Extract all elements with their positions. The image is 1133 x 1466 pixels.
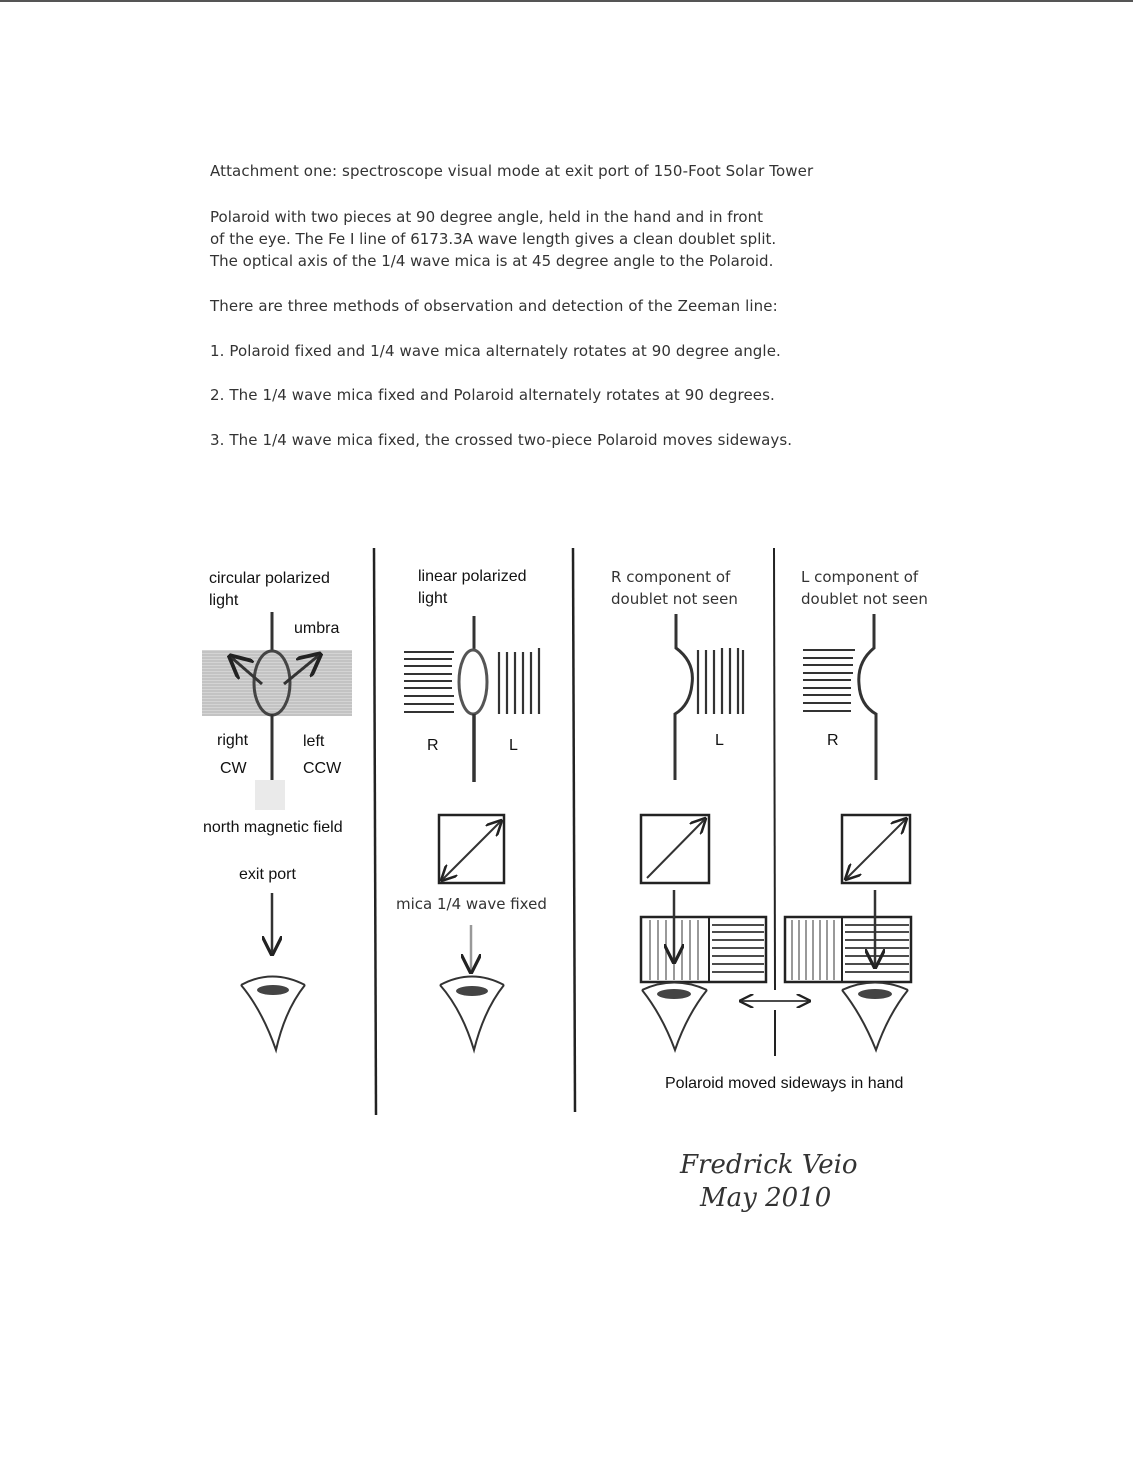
crossed-polaroid <box>785 890 911 982</box>
signature-date: May 2010 <box>700 1183 832 1213</box>
umbra-label: umbra <box>294 620 340 637</box>
signature-name: Fredrick Veio <box>680 1150 858 1180</box>
exit-port-label: exit port <box>239 866 296 883</box>
vertical-lines <box>499 648 539 714</box>
mica-quarter-wave-label: mica 1/4 wave fixed <box>396 895 547 913</box>
linear-sketch <box>404 616 539 782</box>
panel-divider <box>774 548 775 990</box>
mica-plate <box>641 815 709 883</box>
r-label: R <box>427 737 439 754</box>
intro-line: The optical axis of the 1/4 wave mica is at 45 degree angle to the Polaroid. <box>210 252 774 270</box>
r-not-seen-sketch <box>675 614 743 780</box>
method-item-2: 2. The 1/4 wave mica fixed and Polaroid alternately rotates at 90 degrees. <box>210 386 775 404</box>
umbra-shading <box>202 650 352 716</box>
right-label: right <box>217 732 249 749</box>
eye-icon <box>241 977 305 1051</box>
left-label: left <box>303 733 325 750</box>
r-component-label: R component of doublet not seen <box>611 568 738 608</box>
intro-line: of the eye. The Fe I line of 6173.3A wave length gives a clean doublet split. <box>210 230 777 248</box>
umbra-sketch <box>202 612 352 810</box>
l-not-seen-sketch <box>803 614 876 780</box>
linear-polarized-label: linear polarized light <box>418 568 527 607</box>
eye-icon <box>440 977 504 1051</box>
eye-icon <box>642 983 707 1051</box>
r-label: R <box>827 732 839 749</box>
panel-divider <box>374 548 376 1115</box>
crossed-polaroid <box>641 890 766 982</box>
cw-label: CW <box>220 760 247 777</box>
method-item-1: 1. Polaroid fixed and 1/4 wave mica alternately rotates at 90 degree angle. <box>210 342 781 360</box>
method-item-3: 3. The 1/4 wave mica fixed, the crossed two-piece Polaroid moves sideways. <box>210 431 793 449</box>
north-magnetic-field-label: north magnetic field <box>203 819 343 836</box>
horizontal-lines <box>404 652 454 712</box>
mica-plate <box>439 815 504 883</box>
diagram-caption: Polaroid moved sideways in hand <box>665 1075 904 1092</box>
page-title: Attachment one: spectroscope visual mode at exit port of 150-Foot Solar Tower <box>210 162 814 180</box>
circular-polarized-label: circular polarized light <box>209 570 330 609</box>
l-component-label: L component of doublet not seen <box>801 568 928 608</box>
l-label: L <box>715 732 724 749</box>
panel-divider <box>573 548 575 1112</box>
mica-plate <box>842 815 910 883</box>
ccw-label: CCW <box>303 760 342 777</box>
intro-line: Polaroid with two pieces at 90 degree angle, held in the hand and in front <box>210 208 763 226</box>
methods-heading: There are three methods of observation and detection of the Zeeman line: <box>210 297 778 315</box>
l-label: L <box>509 737 518 754</box>
eye-icon <box>842 983 908 1051</box>
